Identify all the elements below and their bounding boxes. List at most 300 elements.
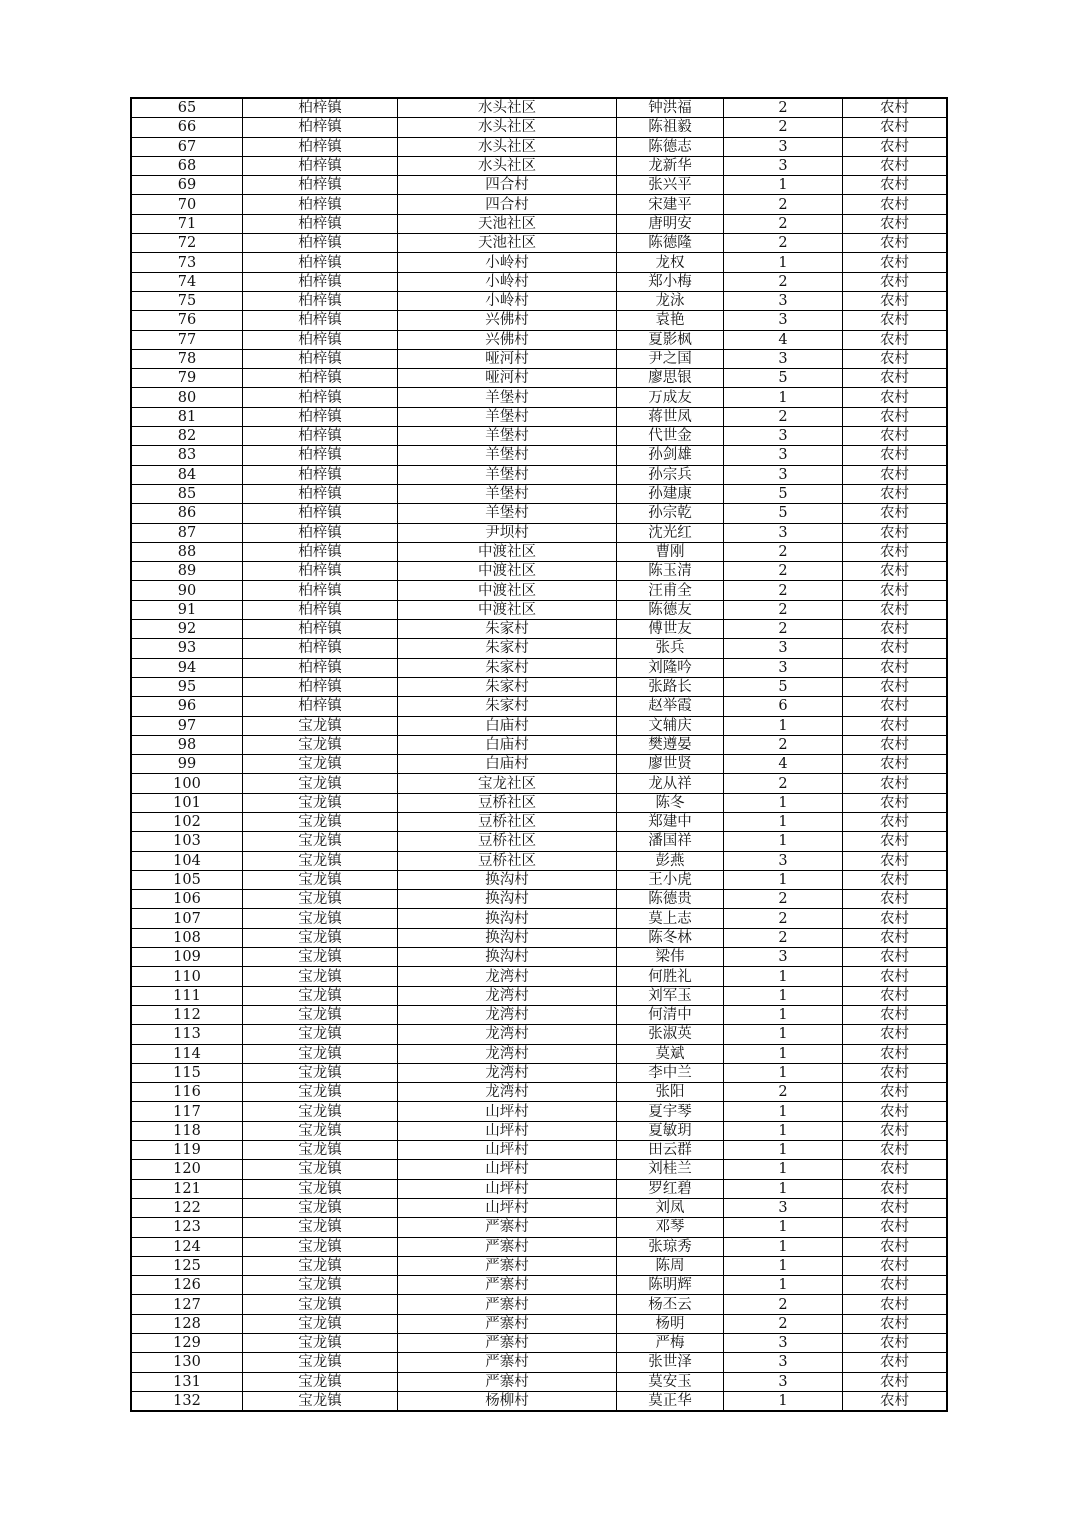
category-cell: 农村: [843, 890, 948, 909]
count-cell: 3: [724, 465, 843, 484]
person-name-cell: 夏影枫: [617, 330, 724, 349]
category-cell: 农村: [843, 1314, 948, 1333]
town-cell: 柏梓镇: [243, 446, 398, 465]
table-row: [131, 967, 947, 986]
category-cell: 农村: [843, 986, 948, 1005]
person-name-cell: 钟洪福: [617, 98, 724, 118]
town-cell: 柏梓镇: [243, 504, 398, 523]
town-cell: 柏梓镇: [243, 697, 398, 716]
town-cell: 宝龙镇: [243, 1276, 398, 1295]
village-cell: 兴佛村: [398, 330, 617, 349]
village-cell: 宝龙社区: [398, 774, 617, 793]
row-number-cell: 115: [131, 1063, 243, 1082]
village-cell: 换沟村: [398, 890, 617, 909]
count-cell: 1: [724, 1256, 843, 1275]
person-name-cell: 蒋世凤: [617, 407, 724, 426]
count-cell: 1: [724, 1044, 843, 1063]
count-cell: 2: [724, 407, 843, 426]
table-row: [131, 1160, 947, 1179]
category-cell: 农村: [843, 523, 948, 542]
village-cell: 换沟村: [398, 909, 617, 928]
table-row: [131, 986, 947, 1005]
row-number-cell: 131: [131, 1372, 243, 1391]
town-cell: 柏梓镇: [243, 291, 398, 310]
village-cell: 严寨村: [398, 1276, 617, 1295]
town-cell: 宝龙镇: [243, 1160, 398, 1179]
table-row: [131, 272, 947, 291]
village-cell: 严寨村: [398, 1314, 617, 1333]
town-cell: 宝龙镇: [243, 1237, 398, 1256]
count-cell: 3: [724, 1334, 843, 1353]
village-cell: 水头社区: [398, 118, 617, 137]
row-number-cell: 107: [131, 909, 243, 928]
village-cell: 山坪村: [398, 1179, 617, 1198]
count-cell: 2: [724, 735, 843, 754]
table-row: [131, 1295, 947, 1314]
person-name-cell: 梁伟: [617, 948, 724, 967]
row-number-cell: 73: [131, 253, 243, 272]
person-name-cell: 刘桂兰: [617, 1160, 724, 1179]
category-cell: 农村: [843, 427, 948, 446]
person-name-cell: 廖思银: [617, 369, 724, 388]
town-cell: 宝龙镇: [243, 1025, 398, 1044]
table-row: [131, 1276, 947, 1295]
table-row: [131, 581, 947, 600]
count-cell: 1: [724, 1005, 843, 1024]
table-row: [131, 156, 947, 175]
person-name-cell: 龙新华: [617, 156, 724, 175]
table-body: [131, 98, 947, 1411]
town-cell: 柏梓镇: [243, 176, 398, 195]
person-name-cell: 龙权: [617, 253, 724, 272]
village-cell: 四合村: [398, 195, 617, 214]
category-cell: 农村: [843, 735, 948, 754]
category-cell: 农村: [843, 600, 948, 619]
category-cell: 农村: [843, 1083, 948, 1102]
town-cell: 柏梓镇: [243, 388, 398, 407]
count-cell: 6: [724, 697, 843, 716]
table-row: [131, 1005, 947, 1024]
category-cell: 农村: [843, 137, 948, 156]
data-table: [130, 97, 948, 1412]
person-name-cell: 莫上志: [617, 909, 724, 928]
table-row: [131, 118, 947, 137]
person-name-cell: 邓琴: [617, 1218, 724, 1237]
count-cell: 3: [724, 851, 843, 870]
village-cell: 严寨村: [398, 1295, 617, 1314]
table-row: [131, 928, 947, 947]
count-cell: 1: [724, 986, 843, 1005]
row-number-cell: 121: [131, 1179, 243, 1198]
row-number-cell: 66: [131, 118, 243, 137]
count-cell: 1: [724, 870, 843, 889]
category-cell: 农村: [843, 1005, 948, 1024]
town-cell: 柏梓镇: [243, 330, 398, 349]
category-cell: 农村: [843, 1160, 948, 1179]
table-row: [131, 98, 947, 118]
count-cell: 2: [724, 1314, 843, 1333]
person-name-cell: 陈祖毅: [617, 118, 724, 137]
table-row: [131, 812, 947, 831]
town-cell: 宝龙镇: [243, 1334, 398, 1353]
table-row: [131, 1198, 947, 1217]
table-row: [131, 890, 947, 909]
category-cell: 农村: [843, 697, 948, 716]
person-name-cell: 张兵: [617, 639, 724, 658]
village-cell: 严寨村: [398, 1353, 617, 1372]
table-row: [131, 658, 947, 677]
category-cell: 农村: [843, 677, 948, 696]
town-cell: 柏梓镇: [243, 465, 398, 484]
category-cell: 农村: [843, 214, 948, 233]
table-row: [131, 542, 947, 561]
category-cell: 农村: [843, 755, 948, 774]
category-cell: 农村: [843, 330, 948, 349]
village-cell: 换沟村: [398, 870, 617, 889]
count-cell: 1: [724, 1218, 843, 1237]
table-row: [131, 716, 947, 735]
town-cell: 宝龙镇: [243, 716, 398, 735]
person-name-cell: 莫正华: [617, 1391, 724, 1411]
count-cell: 1: [724, 176, 843, 195]
category-cell: 农村: [843, 1353, 948, 1372]
person-name-cell: 陈周: [617, 1256, 724, 1275]
category-cell: 农村: [843, 446, 948, 465]
table-row: [131, 735, 947, 754]
table-row: [131, 369, 947, 388]
table-row: [131, 600, 947, 619]
person-name-cell: 陈德隆: [617, 234, 724, 253]
village-cell: 朱家村: [398, 639, 617, 658]
person-name-cell: 张世泽: [617, 1353, 724, 1372]
category-cell: 农村: [843, 465, 948, 484]
village-cell: 龙湾村: [398, 1044, 617, 1063]
table-row: [131, 1063, 947, 1082]
row-number-cell: 86: [131, 504, 243, 523]
row-number-cell: 90: [131, 581, 243, 600]
row-number-cell: 67: [131, 137, 243, 156]
table-row: [131, 755, 947, 774]
person-name-cell: 夏宇琴: [617, 1102, 724, 1121]
person-name-cell: 莫安玉: [617, 1372, 724, 1391]
village-cell: 豆桥社区: [398, 812, 617, 831]
row-number-cell: 75: [131, 291, 243, 310]
count-cell: 5: [724, 369, 843, 388]
category-cell: 农村: [843, 253, 948, 272]
village-cell: 龙湾村: [398, 1025, 617, 1044]
table-row: [131, 1334, 947, 1353]
count-cell: 1: [724, 793, 843, 812]
town-cell: 宝龙镇: [243, 1391, 398, 1411]
row-number-cell: 72: [131, 234, 243, 253]
count-cell: 3: [724, 427, 843, 446]
village-cell: 哑河村: [398, 369, 617, 388]
town-cell: 柏梓镇: [243, 562, 398, 581]
row-number-cell: 98: [131, 735, 243, 754]
count-cell: 3: [724, 523, 843, 542]
category-cell: 农村: [843, 620, 948, 639]
category-cell: 农村: [843, 272, 948, 291]
person-name-cell: 孙宗乾: [617, 504, 724, 523]
table-row: [131, 1314, 947, 1333]
category-cell: 农村: [843, 234, 948, 253]
count-cell: 2: [724, 600, 843, 619]
person-name-cell: 孙建康: [617, 484, 724, 503]
category-cell: 农村: [843, 1391, 948, 1411]
person-name-cell: 莫斌: [617, 1044, 724, 1063]
count-cell: 2: [724, 98, 843, 118]
table-row: [131, 1256, 947, 1275]
row-number-cell: 70: [131, 195, 243, 214]
row-number-cell: 104: [131, 851, 243, 870]
count-cell: 1: [724, 1237, 843, 1256]
count-cell: 5: [724, 504, 843, 523]
village-cell: 山坪村: [398, 1121, 617, 1140]
town-cell: 宝龙镇: [243, 909, 398, 928]
village-cell: 严寨村: [398, 1334, 617, 1353]
village-cell: 羊堡村: [398, 446, 617, 465]
village-cell: 天池社区: [398, 234, 617, 253]
row-number-cell: 127: [131, 1295, 243, 1314]
person-name-cell: 郑小梅: [617, 272, 724, 291]
village-cell: 朱家村: [398, 658, 617, 677]
table-row: [131, 774, 947, 793]
count-cell: 3: [724, 658, 843, 677]
row-number-cell: 116: [131, 1083, 243, 1102]
town-cell: 宝龙镇: [243, 832, 398, 851]
village-cell: 羊堡村: [398, 484, 617, 503]
count-cell: 1: [724, 1141, 843, 1160]
table-row: [131, 1102, 947, 1121]
row-number-cell: 120: [131, 1160, 243, 1179]
person-name-cell: 陈德志: [617, 137, 724, 156]
town-cell: 柏梓镇: [243, 427, 398, 446]
count-cell: 2: [724, 1083, 843, 1102]
row-number-cell: 125: [131, 1256, 243, 1275]
category-cell: 农村: [843, 793, 948, 812]
row-number-cell: 105: [131, 870, 243, 889]
count-cell: 1: [724, 1276, 843, 1295]
table-row: [131, 446, 947, 465]
row-number-cell: 76: [131, 311, 243, 330]
table-row: [131, 195, 947, 214]
person-name-cell: 李中兰: [617, 1063, 724, 1082]
category-cell: 农村: [843, 1179, 948, 1198]
count-cell: 3: [724, 948, 843, 967]
village-cell: 羊堡村: [398, 388, 617, 407]
town-cell: 宝龙镇: [243, 851, 398, 870]
village-cell: 严寨村: [398, 1372, 617, 1391]
row-number-cell: 78: [131, 349, 243, 368]
person-name-cell: 袁艳: [617, 311, 724, 330]
table-row: [131, 1179, 947, 1198]
category-cell: 农村: [843, 484, 948, 503]
count-cell: 2: [724, 118, 843, 137]
category-cell: 农村: [843, 1025, 948, 1044]
row-number-cell: 122: [131, 1198, 243, 1217]
table-row: [131, 1353, 947, 1372]
count-cell: 2: [724, 542, 843, 561]
row-number-cell: 101: [131, 793, 243, 812]
category-cell: 农村: [843, 639, 948, 658]
count-cell: 3: [724, 291, 843, 310]
town-cell: 宝龙镇: [243, 870, 398, 889]
person-name-cell: 陈明辉: [617, 1276, 724, 1295]
town-cell: 宝龙镇: [243, 793, 398, 812]
count-cell: 1: [724, 1179, 843, 1198]
person-name-cell: 陈德友: [617, 600, 724, 619]
row-number-cell: 84: [131, 465, 243, 484]
row-number-cell: 69: [131, 176, 243, 195]
town-cell: 宝龙镇: [243, 1353, 398, 1372]
village-cell: 龙湾村: [398, 1005, 617, 1024]
category-cell: 农村: [843, 311, 948, 330]
person-name-cell: 张琼秀: [617, 1237, 724, 1256]
row-number-cell: 128: [131, 1314, 243, 1333]
town-cell: 宝龙镇: [243, 735, 398, 754]
row-number-cell: 68: [131, 156, 243, 175]
count-cell: 1: [724, 388, 843, 407]
person-name-cell: 代世金: [617, 427, 724, 446]
category-cell: 农村: [843, 1102, 948, 1121]
count-cell: 3: [724, 137, 843, 156]
person-name-cell: 刘军玉: [617, 986, 724, 1005]
row-number-cell: 112: [131, 1005, 243, 1024]
town-cell: 宝龙镇: [243, 1083, 398, 1102]
person-name-cell: 廖世贤: [617, 755, 724, 774]
table-row: [131, 214, 947, 233]
person-name-cell: 田云群: [617, 1141, 724, 1160]
count-cell: 2: [724, 909, 843, 928]
row-number-cell: 99: [131, 755, 243, 774]
person-name-cell: 龙从祥: [617, 774, 724, 793]
person-name-cell: 尹之国: [617, 349, 724, 368]
town-cell: 柏梓镇: [243, 214, 398, 233]
row-number-cell: 85: [131, 484, 243, 503]
table-row: [131, 870, 947, 889]
category-cell: 农村: [843, 504, 948, 523]
table-row: [131, 1141, 947, 1160]
table-row: [131, 1218, 947, 1237]
village-cell: 尹坝村: [398, 523, 617, 542]
person-name-cell: 陈冬林: [617, 928, 724, 947]
count-cell: 2: [724, 774, 843, 793]
row-number-cell: 92: [131, 620, 243, 639]
table-row: [131, 330, 947, 349]
village-cell: 中渡社区: [398, 562, 617, 581]
category-cell: 农村: [843, 291, 948, 310]
person-name-cell: 龙泳: [617, 291, 724, 310]
row-number-cell: 81: [131, 407, 243, 426]
village-cell: 小岭村: [398, 253, 617, 272]
town-cell: 宝龙镇: [243, 774, 398, 793]
person-name-cell: 杨明: [617, 1314, 724, 1333]
table-row: [131, 1391, 947, 1411]
row-number-cell: 77: [131, 330, 243, 349]
category-cell: 农村: [843, 1044, 948, 1063]
person-name-cell: 刘隆吟: [617, 658, 724, 677]
village-cell: 天池社区: [398, 214, 617, 233]
row-number-cell: 97: [131, 716, 243, 735]
person-name-cell: 刘凤: [617, 1198, 724, 1217]
category-cell: 农村: [843, 118, 948, 137]
table-row: [131, 407, 947, 426]
village-cell: 中渡社区: [398, 581, 617, 600]
town-cell: 柏梓镇: [243, 677, 398, 696]
table-row: [131, 504, 947, 523]
person-name-cell: 张路长: [617, 677, 724, 696]
village-cell: 严寨村: [398, 1218, 617, 1237]
count-cell: 1: [724, 253, 843, 272]
count-cell: 1: [724, 812, 843, 831]
village-cell: 朱家村: [398, 620, 617, 639]
town-cell: 宝龙镇: [243, 1314, 398, 1333]
category-cell: 农村: [843, 562, 948, 581]
row-number-cell: 124: [131, 1237, 243, 1256]
village-cell: 豆桥社区: [398, 793, 617, 812]
person-name-cell: 唐明安: [617, 214, 724, 233]
town-cell: 宝龙镇: [243, 967, 398, 986]
person-name-cell: 孙宗兵: [617, 465, 724, 484]
person-name-cell: 彭燕: [617, 851, 724, 870]
town-cell: 宝龙镇: [243, 1372, 398, 1391]
count-cell: 1: [724, 967, 843, 986]
row-number-cell: 89: [131, 562, 243, 581]
town-cell: 宝龙镇: [243, 890, 398, 909]
count-cell: 1: [724, 832, 843, 851]
table-row: [131, 484, 947, 503]
count-cell: 4: [724, 755, 843, 774]
village-cell: 羊堡村: [398, 407, 617, 426]
row-number-cell: 71: [131, 214, 243, 233]
category-cell: 农村: [843, 1063, 948, 1082]
row-number-cell: 83: [131, 446, 243, 465]
town-cell: 宝龙镇: [243, 948, 398, 967]
town-cell: 柏梓镇: [243, 600, 398, 619]
category-cell: 农村: [843, 349, 948, 368]
town-cell: 宝龙镇: [243, 1063, 398, 1082]
row-number-cell: 108: [131, 928, 243, 947]
count-cell: 2: [724, 272, 843, 291]
village-cell: 羊堡村: [398, 465, 617, 484]
village-cell: 严寨村: [398, 1237, 617, 1256]
village-cell: 朱家村: [398, 697, 617, 716]
row-number-cell: 119: [131, 1141, 243, 1160]
category-cell: 农村: [843, 716, 948, 735]
table-row: [131, 349, 947, 368]
row-number-cell: 79: [131, 369, 243, 388]
table-row: [131, 909, 947, 928]
table-row: [131, 234, 947, 253]
person-name-cell: 郑建中: [617, 812, 724, 831]
row-number-cell: 117: [131, 1102, 243, 1121]
town-cell: 柏梓镇: [243, 98, 398, 118]
town-cell: 柏梓镇: [243, 234, 398, 253]
count-cell: 3: [724, 349, 843, 368]
table-row: [131, 465, 947, 484]
count-cell: 1: [724, 1025, 843, 1044]
category-cell: 农村: [843, 812, 948, 831]
village-cell: 龙湾村: [398, 1083, 617, 1102]
town-cell: 宝龙镇: [243, 812, 398, 831]
category-cell: 农村: [843, 388, 948, 407]
count-cell: 2: [724, 195, 843, 214]
count-cell: 2: [724, 890, 843, 909]
village-cell: 白庙村: [398, 716, 617, 735]
row-number-cell: 110: [131, 967, 243, 986]
town-cell: 柏梓镇: [243, 118, 398, 137]
table-row: [131, 1121, 947, 1140]
